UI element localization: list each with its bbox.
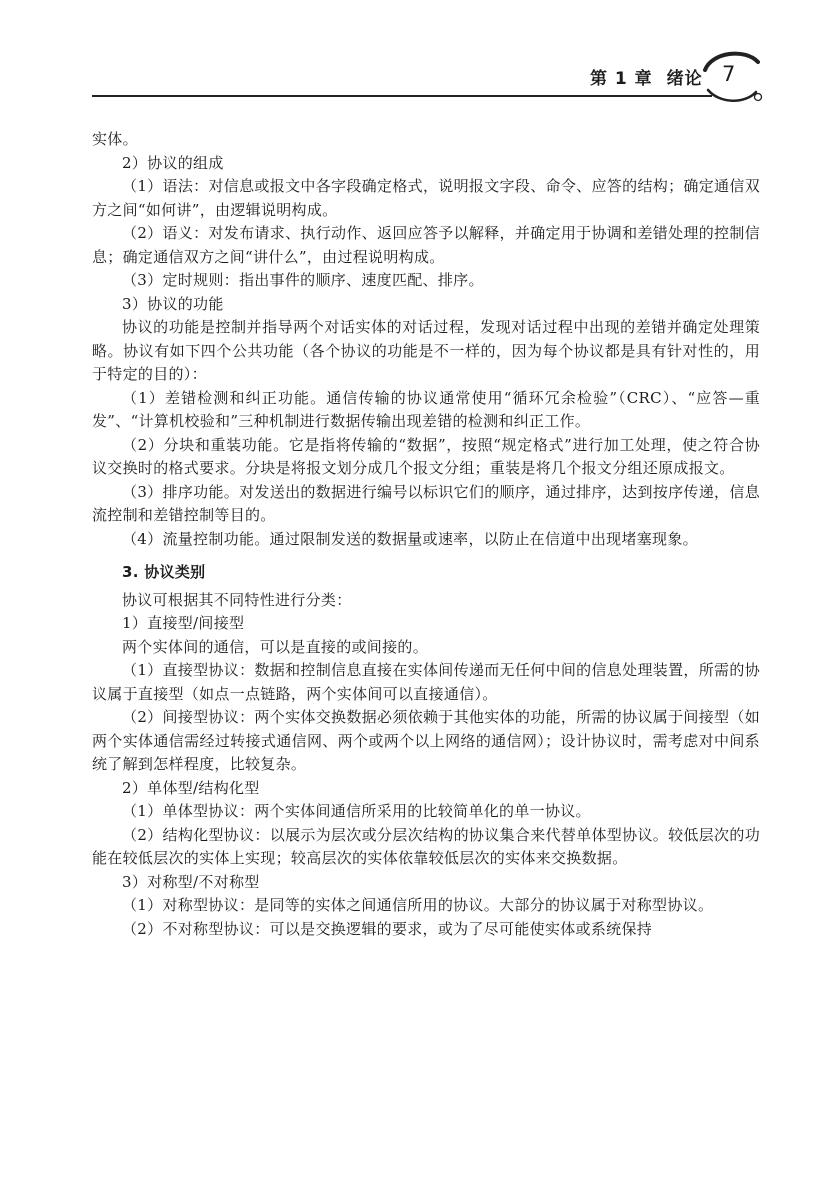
- paragraph: （2）不对称型协议：可以是交换逻辑的要求，或为了尽可能使实体或系统保持: [122, 919, 653, 938]
- paragraph: （4）流量控制功能。通过限制发送的数据量或速率，以防止在信道中出现堵塞现象。: [122, 529, 698, 548]
- body-text: [92, 128, 760, 941]
- paragraph: 协议可根据其不同特性进行分类：: [122, 590, 352, 609]
- header-rule: [92, 95, 712, 97]
- paragraph: 两个实体间的通信，可以是直接的或间接的。: [122, 637, 429, 656]
- paragraph: 2）单体型/结构化型: [122, 778, 260, 797]
- chapter-label: 第 1 章: [590, 69, 653, 89]
- paragraph: 2）协议的组成: [122, 153, 224, 172]
- paragraph: （1）差错检测和纠正功能。通信传输的协议通常使用“循环冗余检验”（CRC）、“应答—重发”、“计算机校验和”三种机制进行数据传输出现差错的检测和纠正工作。: [92, 388, 760, 430]
- paragraph: （1）对称型协议：是同等的实体之间通信所用的协议。大部分的协议属于对称型协议。: [122, 896, 714, 914]
- paragraph: 实体。: [92, 130, 138, 148]
- paragraph: （2）间接型协议：两个实体交换数据必须依赖于其他实体的功能，所需的协议属于间接型（如两个实体通信需经过转接式通信网、两个或两个以上网络的通信网）；设计协议时，需考虑对中间系统了解到怎样程度，比较复杂。: [92, 708, 760, 773]
- paragraph: 3）对称型/不对称型: [122, 872, 260, 891]
- section-heading: 3. 协议类别: [122, 563, 206, 581]
- paragraph: 协议的功能是控制并指导两个对话实体的对话过程，发现对话过程中出现的差错并确定处理策略。协议有如下四个公共功能（各个协议的功能是不一样的，因为每个协议都是具有针对性的，用于特定的目的）：: [92, 318, 760, 383]
- paragraph: （1）语法：对信息或报文中各字段确定格式，说明报文字段、命令、应答的结构；确定通信双方之间“如何讲”，由逻辑说明构成。: [92, 177, 760, 219]
- running-head: [590, 64, 703, 89]
- paragraph: （3）排序功能。对发送出的数据进行编号以标识它们的顺序，通过排序，达到按序传递，信息流控制和差错控制等目的。: [92, 482, 760, 524]
- paragraph: （2）语义：对发布请求、执行动作、返回应答予以解释，并确定用于协调和差错处理的控制信息；确定通信双方之间“讲什么”，由过程说明构成。: [92, 224, 760, 266]
- paragraph: （1）直接型协议：数据和控制信息直接在实体间传递而无任何中间的信息处理装置，所需的协议属于直接型（如点一点链路，两个实体间可以直接通信）。: [92, 661, 760, 703]
- page-header: [0, 0, 825, 110]
- chapter-title: 绪论: [666, 69, 703, 89]
- paragraph: （2）分块和重装功能。它是指将传输的“数据”，按照“规定格式”进行加工处理，使之符合协议交换时的格式要求。分块是将报文划分成几个报文分组；重装是将几个报文分组还原成报文。: [92, 435, 760, 477]
- paragraph: 1）直接型/间接型: [122, 614, 245, 632]
- paragraph: 3）协议的功能: [122, 294, 224, 313]
- paragraph: （3）定时规则：指出事件的顺序、速度匹配、排序。: [122, 271, 484, 289]
- paragraph: （1）单体型协议：两个实体间通信所采用的比较简单化的单一协议。: [122, 802, 591, 820]
- page-number: 7: [722, 62, 736, 86]
- paragraph: （2）结构化型协议：以展示为层次或分层次结构的协议集合来代替单体型协议。较低层次的功能在较低层次的实体上实现；较高层次的实体依靠较低层次的实体来交换数据。: [92, 825, 760, 867]
